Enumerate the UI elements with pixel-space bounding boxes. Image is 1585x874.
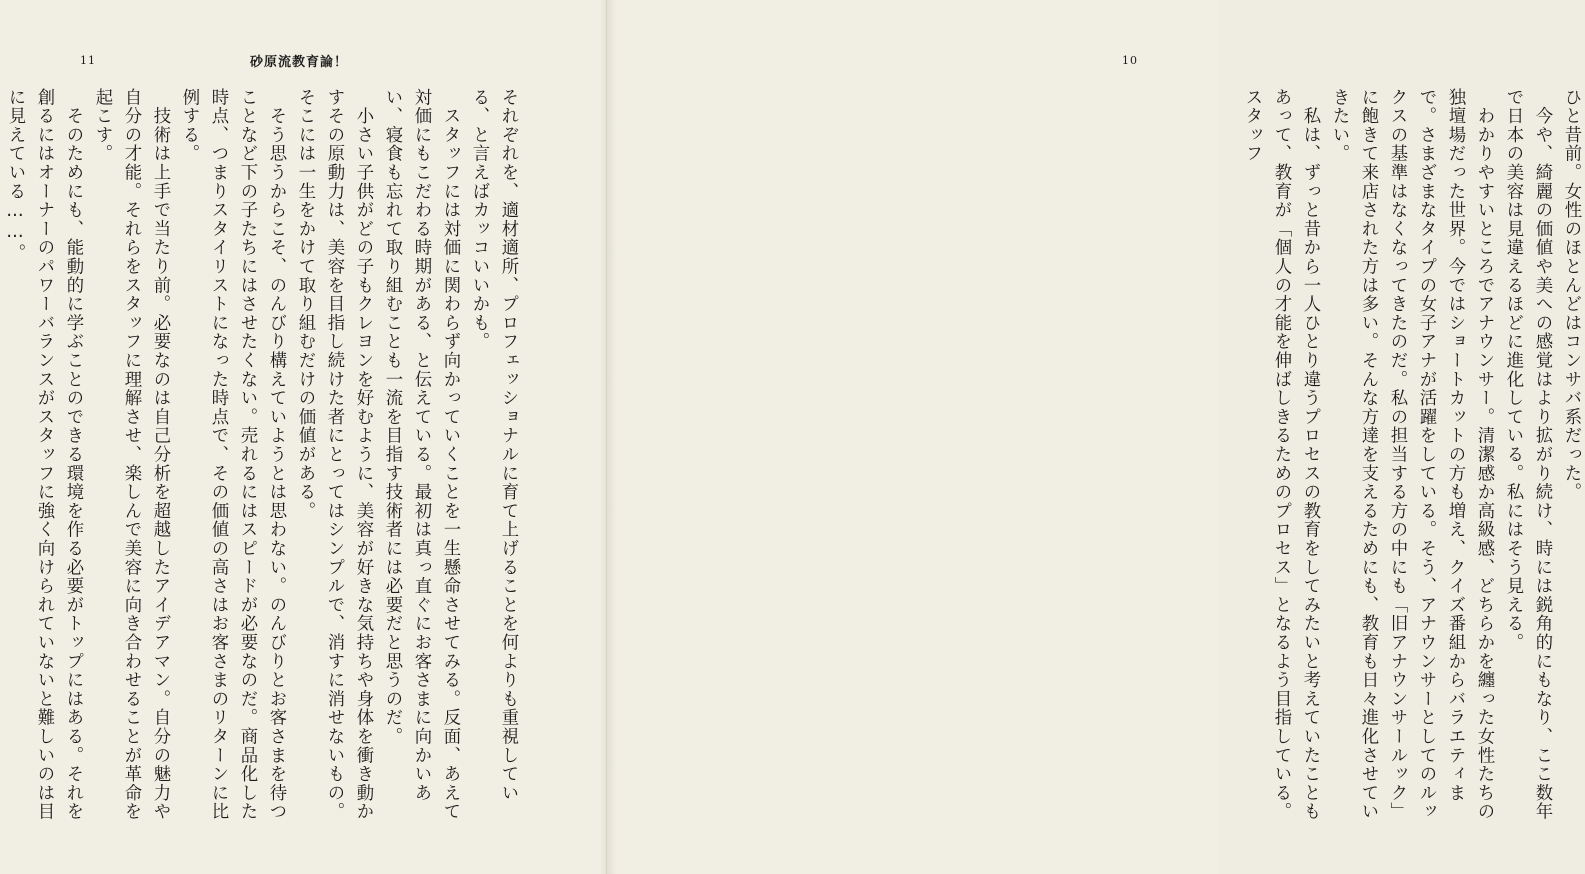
paragraph: 技術は上手で当たり前。必要なのは自己分析を超越したアイデアマン。自分の魅力や自分の才能。それらをスタッフに理解させ、楽しんで美容に向き合わせることが革命を起こす。: [92, 88, 170, 822]
running-title: 砂原流教育論！: [250, 55, 349, 70]
paragraph: 私は、ずっと昔から一人ひとり違うプロセスの教育をしてみたいと考えていたこともあって、教育が「個人の才能を伸ばしきるためのプロセス」となるよう目指している。スタッフ: [1242, 88, 1320, 822]
left-page-body: [5, 88, 522, 828]
page-number-right: 10: [1122, 54, 1138, 67]
right-page: [607, 0, 1581, 874]
paragraph: 小さい子供がどの子もクレヨンを好むように、美容が好きな気持ちや身体を衝き動かすその原動力は、美容を目指し続けた者にとってはシンプルで、消すに消せないもの。そこには一生をかけて取り組むだけの価値がある。: [295, 88, 373, 822]
right-page-body: [1242, 88, 1585, 828]
paragraph: そう思うからこそ、のんびり構えていようとは思わない。のんびりとお客さまを待つことなど下の子たちにはさせたくない。売れるにはスピードが必要なのだ。商品化した時点、つまりスタイリストになった時点で、その価値の高さはお客さまのリターンに比例する。: [179, 88, 286, 822]
paragraph: 今や、綺麗の価値や美への感覚はより拡がり続け、時には鋭角的にもなり、ここ数年で日本の美容は見違えるほどに進化している。私にはそう見える。: [1503, 88, 1552, 822]
paragraph: そのためにも、能動的に学ぶことのできる環境を作る必要がトップにはある。それを創るにはオーナーのパワーバランスがスタッフに強く向けられていないと難しいのは目に見えている……。: [5, 88, 83, 822]
left-page: [0, 0, 607, 874]
paragraph: スタッフには対価に関わらず向かっていくことを一生懸命させてみる。反面、あえて対価にもこだわる時期がある、と伝えている。最初は真っ直ぐにお客さまに向かいあい、寝食も忘れて取り組むことも一流を目指す技術者には必要だと思うのだ。: [382, 88, 460, 822]
paragraph: それぞれを、適材適所、プロフェッショナルに育て上げることを何よりも重視している、と言えばカッコいいかも。: [469, 88, 518, 803]
paragraph: わかりやすいところでアナウンサー。清潔感か高級感、どちらかを纏った女性たちの独壇場だった世界。今ではショートカットの方も増え、クイズ番組からバラエティまで。さまざまなタイプの女子アナが活躍をしている。そう、アナウンサーとしてのルックスの基準はなくなってきたのだ。私の担当する方の中にも「旧アナウンサールック」に飽きて来店された方は多い。そんな方達を支えるためにも、教育も日々進化させていきたい。: [1329, 88, 1494, 822]
paragraph: ひと昔前。女性のほとんどはコンサバ系だった。: [1561, 88, 1581, 502]
page-number-left: 11: [80, 54, 96, 67]
